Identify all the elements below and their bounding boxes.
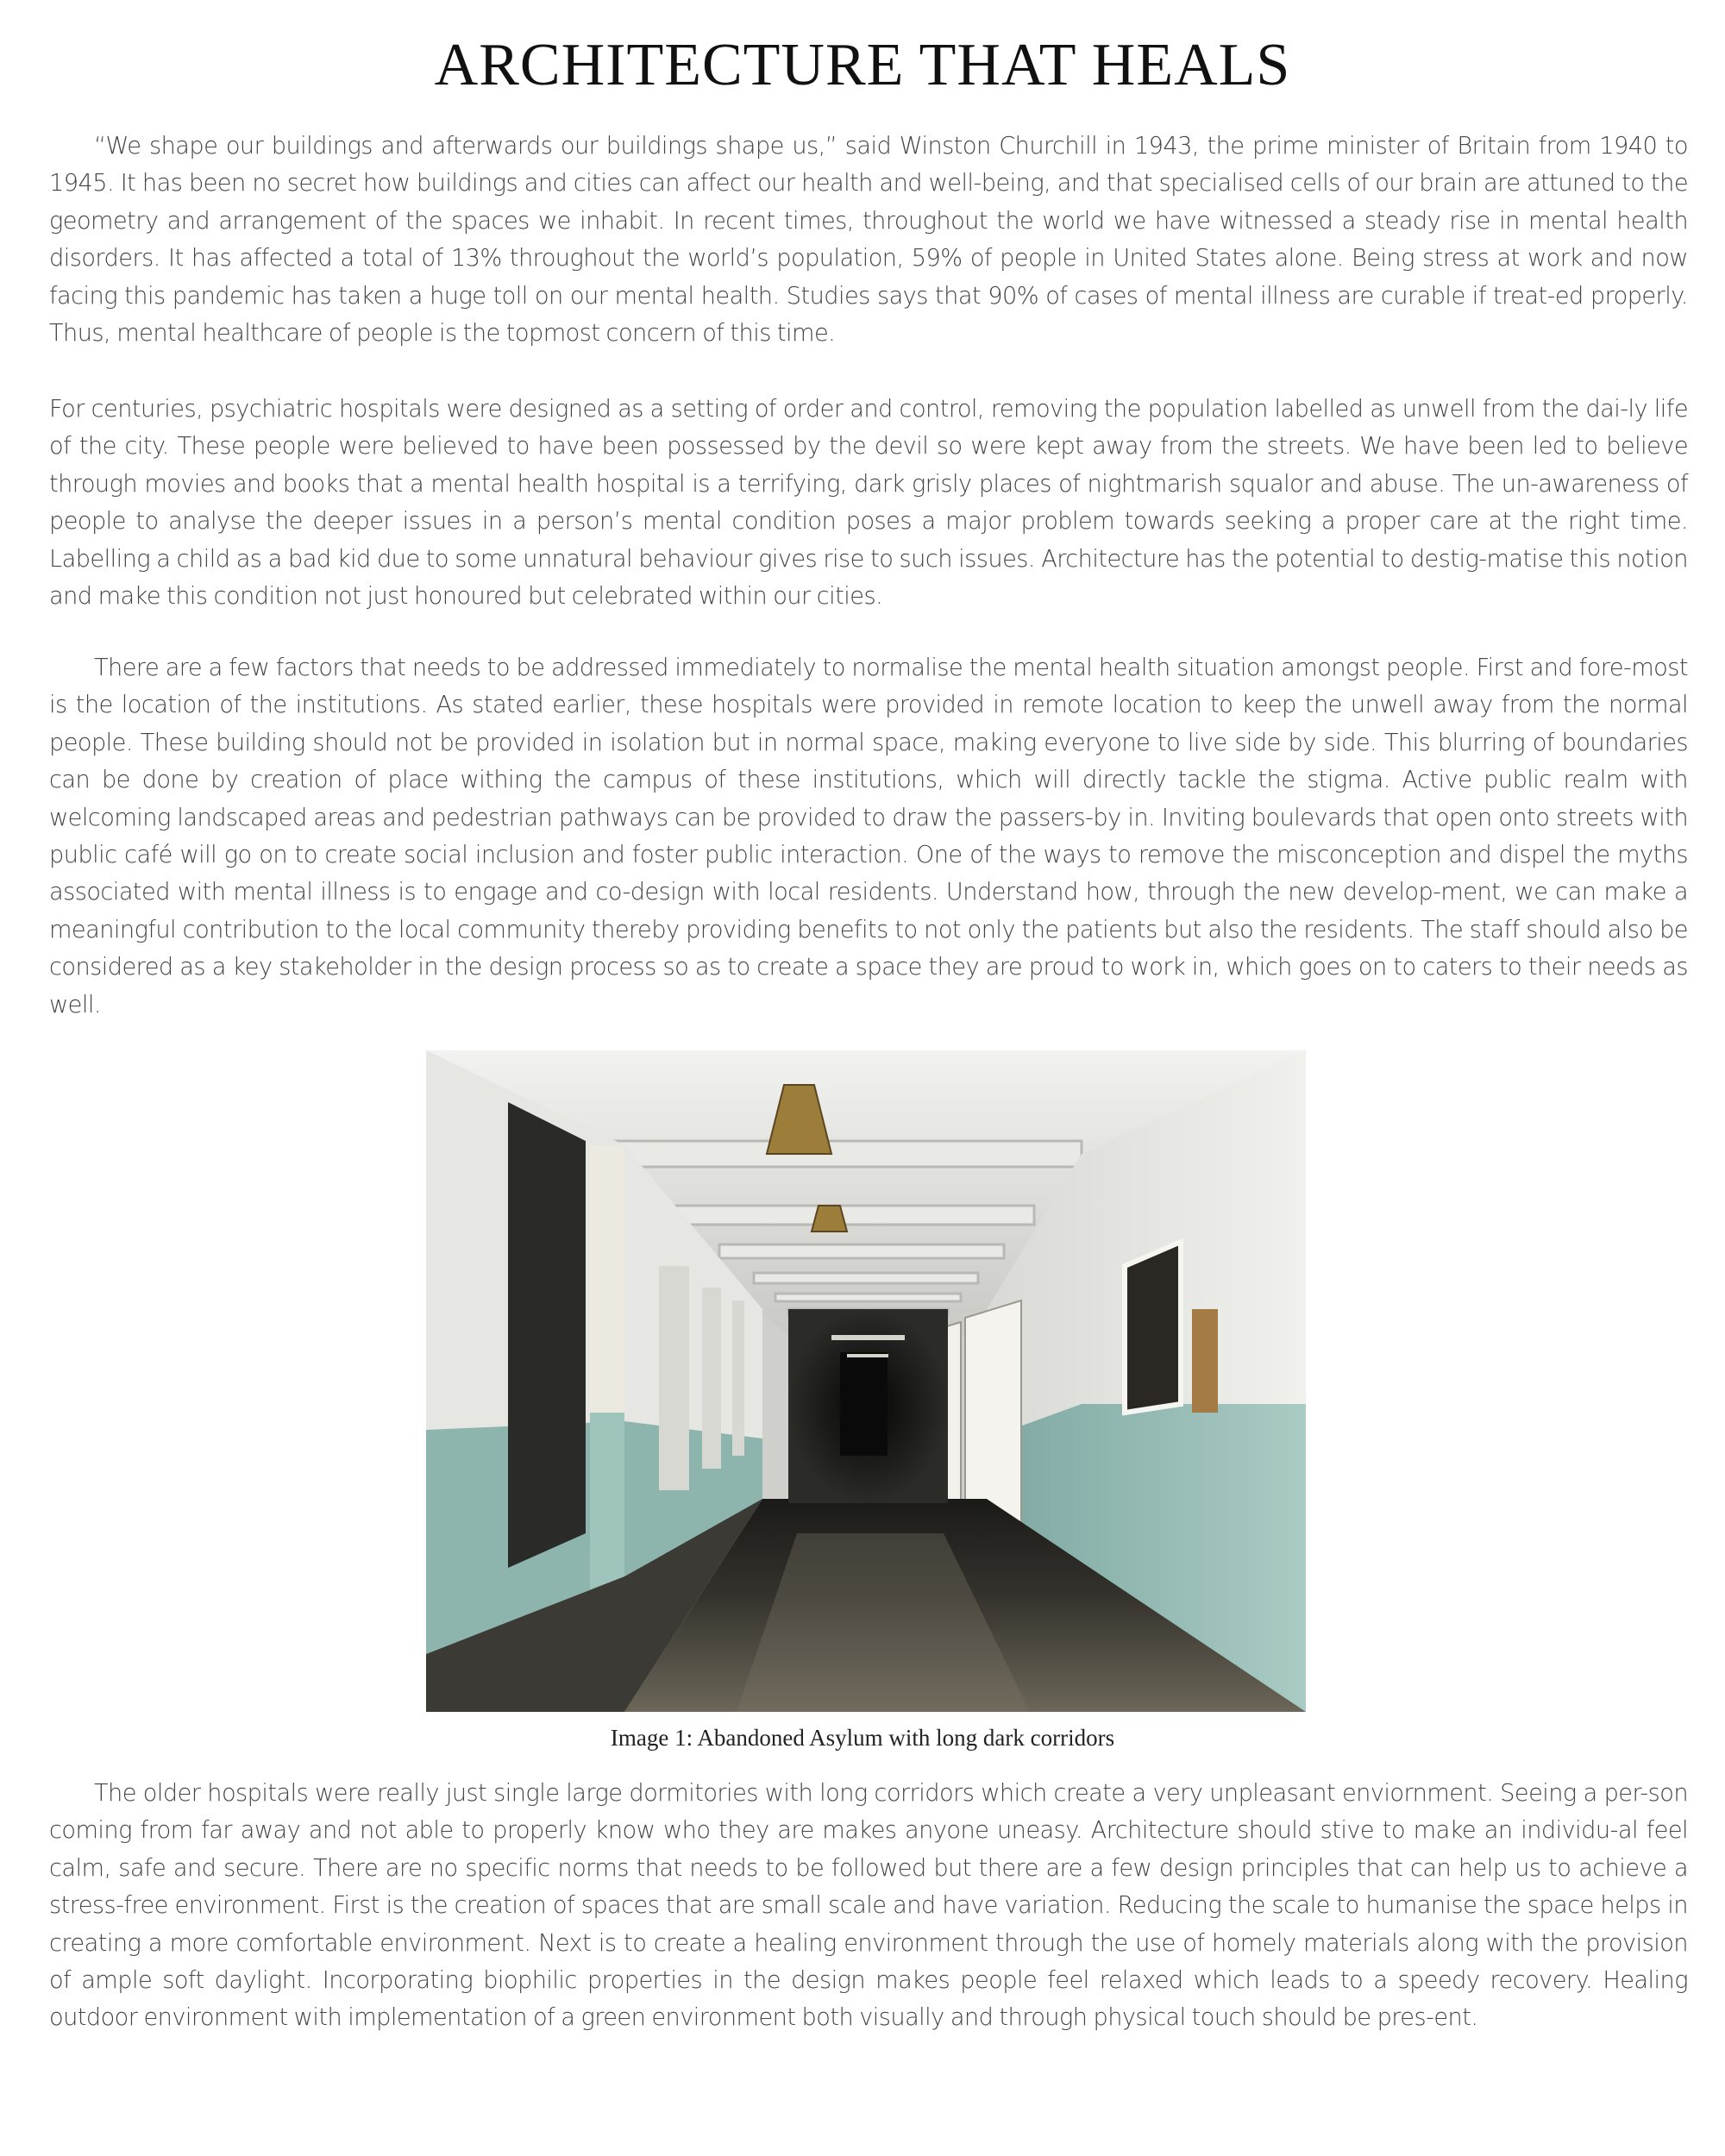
asylum-corridor-photo [426,1050,1306,1712]
page-title: ARCHITECTURE THAT HEALS [434,32,1291,98]
paragraph-older-hospitals: The older hospitals were really just single large dormitories with long corridors which create a very unpleasant enviornment. Seeing a per-son coming from far away and not able to properly know who they are makes anyone uneasy. Architecture should stive to make an individu-al feel calm, safe and secure. There are no specific norms that needs to be followed but there are a few design principles that can help us to achieve a stress-free environment. First is the creation of spaces that are small scale and have variation. Reducing the scale to humanise the space helps in creating a more comfortable environment. Next is to create a healing environment through the use of homely materials along with the provision of ample soft daylight. Incorporating biophilic properties in the design makes people feel relaxed which leads to a speedy recovery. Healing outdoor environment with implementation of a green environment both visually and through physical touch should be pres-ent. [49,1780,1688,2032]
paragraph-factors: There are a few factors that needs to be addressed immediately to normalise the mental health situation amongst people. First and fore-most is the location of the institutions. As stated earlier, these hospitals were provided in remote location to keep the unwell away from the normal people. These building should not be provided in isolation but in normal space, making everyone to live side by side. This blurring of boundaries can be done by creation of place withing the campus of these institutions, which will directly tackle the stigma. Active public realm with welcoming landscaped areas and pedestrian pathways can be provided to draw the passers-by in. Inviting boulevards that open onto streets with public café will go on to create social inclusion and foster public interaction. One of the ways to remove the misconception and dispel the myths associated with mental illness is to engage and co-design with local residents. Understand how, through the new develop-ment, we can make a meaningful contribution to the local community thereby providing benefits to not only the patients but also the residents. The staff should also be considered as a key stakeholder in the design process so as to create a space they are proud to work in, which goes on to caters to their needs as well. [49,655,1688,1018]
paragraph-churchill-quote: “We shape our buildings and afterwards our buildings shape us,” said Winston Churchill in 1943, the prime minister of Britain from 1940 to 1945. It has been no secret how buildings and cities can affect our health and well-being, and that specialised cells of our brain are attuned to the geometry and arrangement of the spaces we inhabit. In recent times, throughout the world we have witnessed a steady rise in mental health disorders. It has affected a total of 13% throughout the world’s population, 59% of people in United States alone. Being stress at work and now facing this pandemic has taken a huge toll on our mental health. Studies says that 90% of cases of mental illness are curable if treat-ed properly. Thus, mental healthcare of people is the topmost concern of this time. [49,133,1688,348]
paragraph-psychiatric-history: For centuries, psychiatric hospitals were designed as a setting of order and control, removing the population labelled as unwell from the dai-ly life of the city. These people were believed to have been possessed by the devil so were kept away from the streets. We have been led to believe through movies and books that a mental health hospital is a terrifying, dark grisly places of nightmarish squalor and abuse. The un-awareness of people to analyse the deeper issues in a person’s mental condition poses a major problem towards seeking a proper care at the right time. Labelling a child as a bad kid due to some unnatural behaviour gives rise to such issues. Architecture has the potential to destig-matise this notion and make this condition not just honoured but celebrated within our cities. [49,396,1688,611]
figure-caption: Image 1: Abandoned Asylum with long dark corridors [610,1725,1115,1751]
asylum-corridor-figure [426,1050,1306,1712]
